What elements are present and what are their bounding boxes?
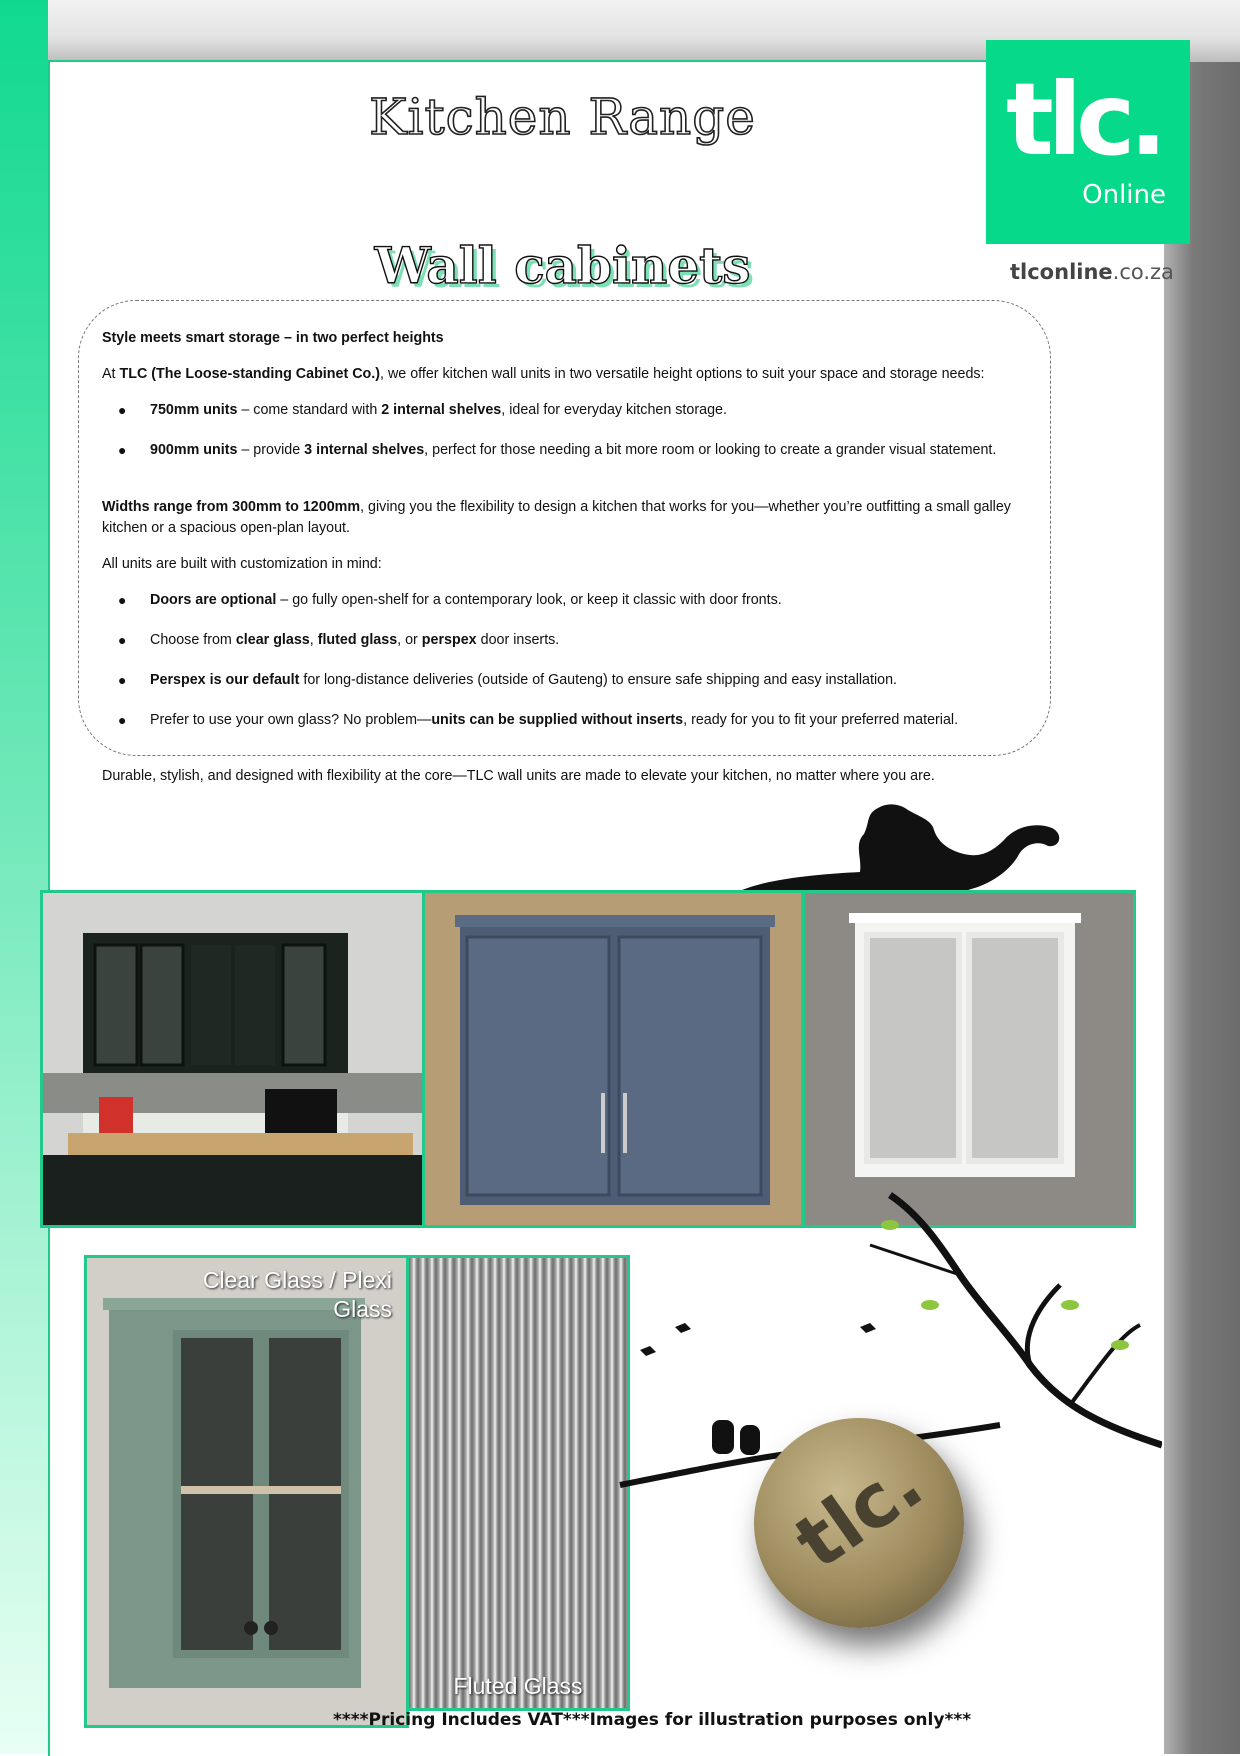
pricing-disclaimer: ****Pricing Includes VAT***Images for illustration purposes only*** [333, 1710, 972, 1730]
clear-glass-caption-line1: Clear Glass / Plexi [202, 1267, 392, 1293]
own-glass-pre: Prefer to use your own glass? No problem— [150, 712, 432, 728]
section-title: Wall cabinets [374, 236, 751, 295]
widths-post: , giving you the flexibility to design a kitchen that works for you—whether you’re outfitting a small galley [360, 499, 1011, 515]
doors-post: – go fully open-shelf for a contemporary look, or keep it classic with door fronts. [276, 592, 782, 608]
green-cabinet-illustration [87, 1258, 409, 1728]
height-900-post: , perfect for those needing a bit more room or looking to create a grander visual statement. [424, 442, 997, 458]
fluted-glass-caption: Fluted Glass [453, 1673, 583, 1699]
url-tld: .co.za [1112, 260, 1174, 284]
intro-pre: At [102, 366, 120, 382]
insert-clear-glass: clear glass [235, 632, 310, 648]
bullet-icon: ● [118, 442, 127, 458]
option-doors [150, 590, 782, 611]
tlc-brass-badge [754, 1418, 964, 1628]
perspex-post: for long-distance deliveries (outside of Gauteng) to ensure safe shipping and easy installation. [299, 672, 898, 688]
kitchen-photo-blue-cabinet [422, 890, 804, 1228]
bullet-icon: ● [118, 672, 127, 688]
height-750-item [150, 400, 727, 421]
option-inserts [150, 630, 559, 651]
white-cabinet-illustration [805, 893, 1136, 1228]
height-900-item [150, 440, 996, 461]
height-750-mid: – come standard with [237, 402, 382, 418]
inserts-sep: , or [397, 632, 422, 648]
website-url [1010, 260, 1174, 284]
url-domain: tlconline [1010, 260, 1113, 284]
widths-line-2: kitchen or a spacious open-plan layout. [102, 520, 350, 536]
bullet-icon: ● [118, 592, 127, 608]
height-900-mid: – provide [237, 442, 305, 458]
bullet-icon: ● [118, 632, 127, 648]
panther-silhouette [742, 800, 1066, 892]
height-750-shelves: 2 internal shelves [381, 402, 502, 418]
kitchen-photo-white-cabinet [802, 890, 1136, 1228]
clear-glass-caption [203, 1266, 392, 1324]
intro-post: , we offer kitchen wall units in two versatile height options to suit your space and storage needs: [380, 366, 985, 382]
height-900-shelves: 3 internal shelves [304, 442, 425, 458]
perspex-label: Perspex is our default [150, 672, 300, 688]
own-glass-label: units can be supplied without inserts [431, 712, 684, 728]
clear-glass-cabinet-photo [84, 1255, 409, 1728]
page-title: Kitchen Range [369, 88, 756, 146]
customization-intro: All units are built with customization in mind: [102, 556, 382, 572]
inserts-pre: Choose from [150, 632, 236, 648]
insert-perspex: perspex [421, 632, 477, 648]
inserts-post: door inserts. [476, 632, 560, 648]
fluted-glass-photo [406, 1255, 630, 1711]
widths-line-1 [102, 497, 1011, 518]
logo-mark: tlc. [1006, 61, 1162, 178]
height-750-post: , ideal for everyday kitchen storage. [501, 402, 727, 418]
closing-statement: Durable, stylish, and designed with flexibility at the core—TLC wall units are made to elevate your kitchen, no matter where you are. [102, 768, 935, 784]
option-own-glass [150, 710, 958, 731]
black-kitchen-illustration [43, 893, 425, 1228]
height-750-label: 750mm units [150, 402, 238, 418]
widths-range: Widths range from 300mm to 1200mm [102, 499, 361, 515]
own-glass-post: , ready for you to fit your preferred material. [683, 712, 959, 728]
intro-company: TLC (The Loose-standing Cabinet Co.) [119, 366, 380, 382]
kitchen-photo-black-cabinets [40, 890, 425, 1228]
doors-label: Doors are optional [150, 592, 277, 608]
left-accent-strip [0, 0, 48, 1754]
inserts-sep: , [309, 632, 318, 648]
height-900-label: 900mm units [150, 442, 238, 458]
badge-text: tlc. [779, 1439, 939, 1587]
tlc-logo [986, 40, 1190, 244]
bullet-icon: ● [118, 402, 127, 418]
option-perspex-default [150, 670, 897, 691]
insert-fluted-glass: fluted glass [317, 632, 398, 648]
info-heading: Style meets smart storage – in two perfect heights [102, 330, 444, 346]
right-shadow-band [1162, 62, 1240, 1754]
logo-tagline: Online [1082, 180, 1166, 210]
clear-glass-caption-line2: Glass [333, 1296, 392, 1322]
bullet-icon: ● [118, 712, 127, 728]
intro-paragraph [102, 364, 985, 385]
blue-cabinet-illustration [425, 893, 804, 1228]
